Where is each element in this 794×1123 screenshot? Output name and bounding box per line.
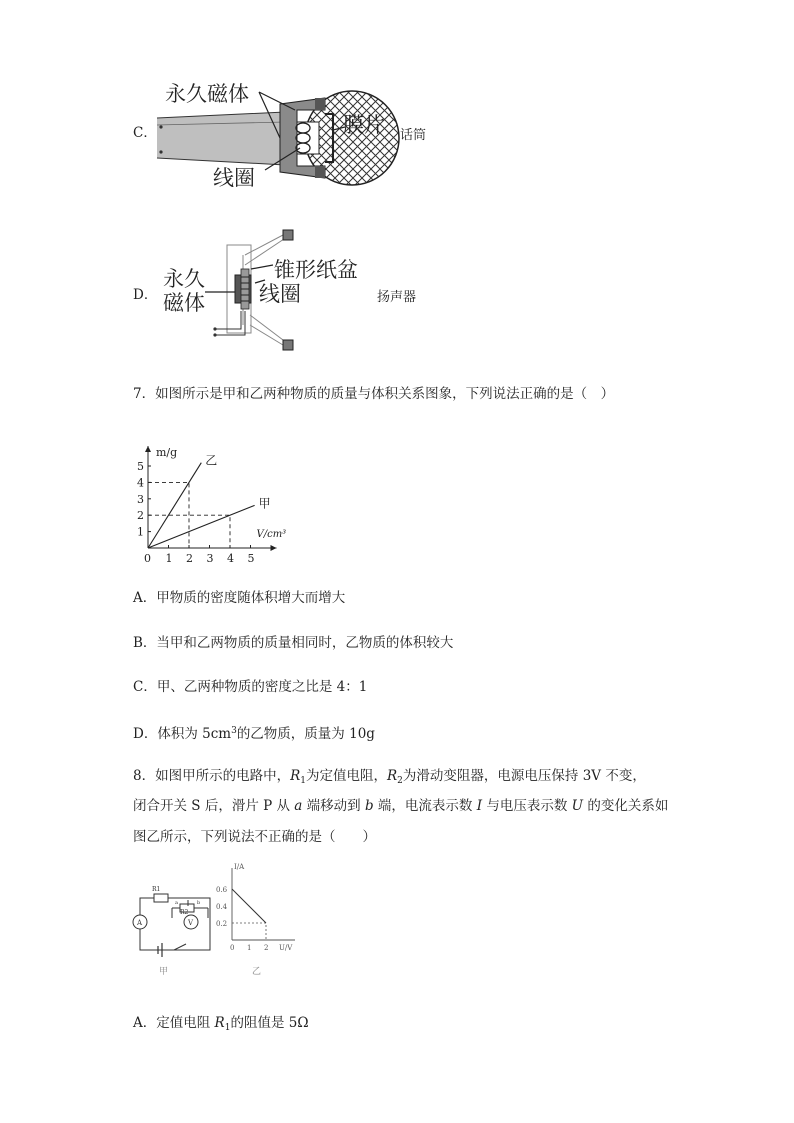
q8-l1-r2: R <box>387 768 398 784</box>
y-tick-label: 3 <box>137 492 144 506</box>
x-axis-label: V/cm³ <box>256 529 287 540</box>
x-axis-label: U/V <box>279 944 293 952</box>
series-label: 甲 <box>258 496 271 511</box>
q7-mass-volume-chart <box>130 420 330 570</box>
q8-l2-d: 与电压表示数 <box>482 798 572 814</box>
q7-option-c[interactable]: C．甲、乙两种物质的密度之比是 4：1 <box>133 679 368 695</box>
q8-stem-line2 <box>133 796 668 816</box>
q8-l1-c: 为滑动变阻器，电源电压保持 3V 不变， <box>402 768 646 784</box>
caption-yi: 乙 <box>252 967 262 977</box>
q7-option-d-post: 的乙物质，质量为 10g <box>236 726 375 742</box>
series-label: 乙 <box>205 453 218 468</box>
x-tick-label: 3 <box>206 552 214 565</box>
y-axis-arrow <box>145 446 151 452</box>
q8-option-a[interactable] <box>133 1013 309 1038</box>
q7-stem: 7．如图所示是甲和乙两种物质的质量与体积关系图象，下列说法正确的是（ ） <box>133 386 615 402</box>
q8-current-voltage-chart <box>214 863 314 960</box>
y-tick-label: 0.6 <box>216 886 228 894</box>
q8-l2-e: 的变化关系如 <box>583 798 669 814</box>
q8-a-s: 1 <box>224 1023 231 1033</box>
caption-microphone: 话筒 <box>400 128 427 143</box>
q8-l2-a: 闭合开关 S 后，滑片 P 从 <box>133 798 295 814</box>
label-permanent-magnet-d1: 永久 <box>163 267 205 291</box>
series-line <box>232 889 266 923</box>
q8-l2-b: 端移动到 <box>302 798 365 814</box>
y-tick-label: 5 <box>137 460 144 473</box>
y-tick-label: 2 <box>137 509 144 523</box>
caption-jia: 甲 <box>159 967 169 977</box>
y-axis-label: I/A <box>234 863 245 871</box>
y-tick-label: 0.4 <box>216 903 228 911</box>
label-membrane: 膜片 <box>343 113 385 137</box>
q8-stem-line1 <box>133 766 646 791</box>
caption-loudspeaker: 扬声器 <box>377 290 417 305</box>
x-tick-label: 2 <box>186 552 193 565</box>
circuit-label-a: a <box>175 900 178 906</box>
y-axis-label: m/g <box>156 446 178 459</box>
y-tick-label: 0.2 <box>216 920 228 928</box>
guide-dashed-line <box>232 923 266 940</box>
circuit-label-r2: R2 <box>180 909 189 916</box>
q8-a-b: 的阻值是 5Ω <box>230 1015 309 1031</box>
x-tick-label: 1 <box>247 944 252 952</box>
circuit-label-r1: R1 <box>152 886 161 893</box>
q8-l1-b: 为定值电阻， <box>306 768 387 784</box>
q8-a-a: A．定值电阻 <box>133 1015 215 1031</box>
origin-label: 0 <box>144 552 151 565</box>
label-coil-d: 线圈 <box>259 282 301 306</box>
label-coil: 线圈 <box>213 166 255 190</box>
q8-circuit-diagram <box>130 880 220 955</box>
label-cone: 锥形纸盆 <box>274 258 358 282</box>
q7-option-b[interactable]: B．当甲和乙两物质的质量相同时，乙物质的体积较大 <box>133 635 454 651</box>
y-tick-label: 4 <box>137 476 144 490</box>
q8-l2-c: 端，电流表示数 <box>373 798 477 814</box>
x-tick-label: 1 <box>165 552 173 565</box>
q8-l2-i: I <box>476 798 483 814</box>
q8-l2-u: U <box>571 798 584 814</box>
q8-l1-a: 8．如图甲所示的电路中， <box>133 768 291 784</box>
q8-stem-line3: 图乙所示，下列说法不正确的是（ ） <box>133 829 376 845</box>
q8-l1-s2: 2 <box>397 776 403 786</box>
label-permanent-magnet-d2: 磁体 <box>163 291 205 315</box>
q8-l1-s1: 1 <box>300 776 306 786</box>
x-tick-label: 2 <box>264 944 269 952</box>
voltmeter-symbol: V <box>188 919 194 927</box>
q8-l1-r1: R <box>290 768 301 784</box>
series-line <box>148 463 201 548</box>
q8-a-r: R <box>214 1015 225 1031</box>
label-permanent-magnet: 永久磁体 <box>165 82 249 106</box>
q7-option-a[interactable]: A．甲物质的密度随体积增大而增大 <box>133 590 346 606</box>
q7-option-d-pre: D．体积为 5cm <box>133 726 232 742</box>
x-axis-arrow <box>271 545 277 551</box>
q7-option-d-sup: 3 <box>231 726 237 736</box>
x-tick-label: 4 <box>227 552 234 565</box>
x-tick-label: 0 <box>230 944 235 952</box>
q8-l2-ta: a <box>294 798 303 814</box>
x-tick-label: 5 <box>247 552 255 565</box>
series-line <box>148 505 255 548</box>
option-d-letter: D． <box>133 287 158 303</box>
option-c-letter: C． <box>133 125 157 141</box>
ammeter-symbol: A <box>137 919 143 927</box>
circuit-label-b: b <box>197 900 201 906</box>
q7-option-d[interactable] <box>133 721 375 744</box>
y-tick-label: 1 <box>137 525 144 539</box>
q8-l2-tb: b <box>364 798 374 814</box>
